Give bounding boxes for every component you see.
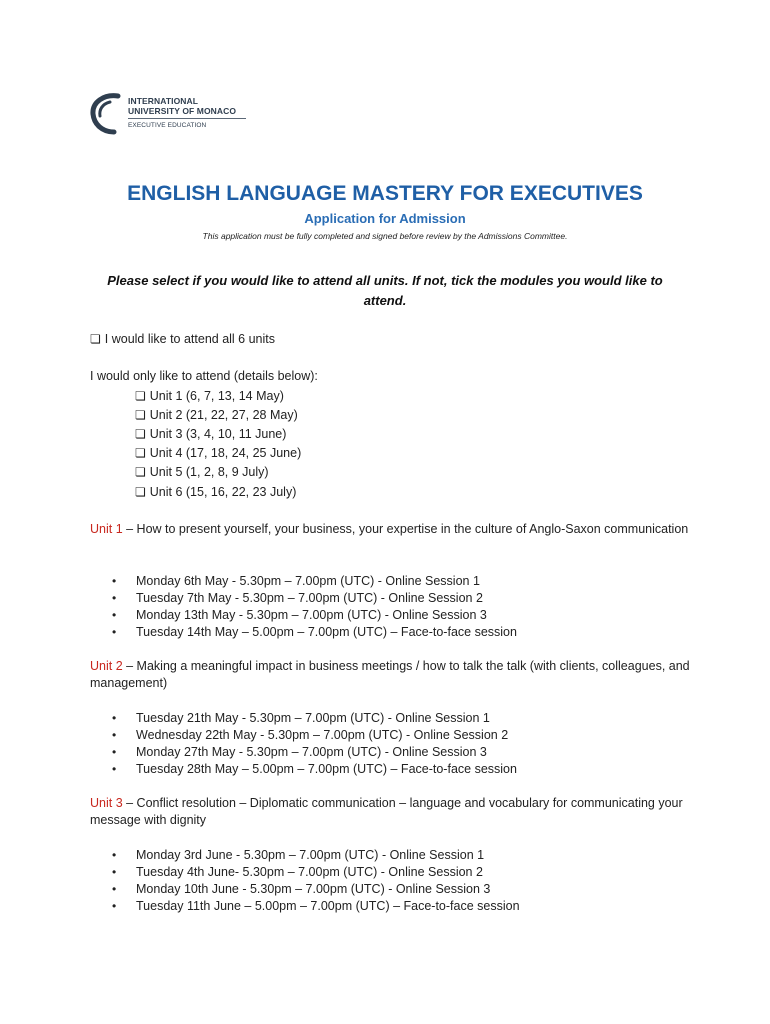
- list-item: • Tuesday 14th May – 5.00pm – 7.00pm (UTC) – Face-to-face session: [112, 624, 517, 641]
- unit-desc: – Making a meaningful impact in business meetings / how to talk the talk (with clients, colleagues, and management): [90, 659, 690, 690]
- unit-desc: – Conflict resolution – Diplomatic communication – language and vocabulary for communicating your message with dignity: [90, 796, 683, 827]
- unit-option[interactable]: [135, 485, 296, 499]
- list-item: • Wednesday 22th May - 5.30pm – 7.00pm (UTC) - Online Session 2: [112, 727, 517, 744]
- list-item: • Monday 27th May - 5.30pm – 7.00pm (UTC) - Online Session 3: [112, 744, 517, 761]
- unit-option-label: Unit 3 (3, 4, 10, 11 June): [149, 427, 287, 441]
- session-list: [112, 847, 520, 915]
- unit-description: [90, 521, 690, 538]
- attend-all-label: I would like to attend all 6 units: [104, 332, 276, 346]
- university-logo: [88, 90, 258, 140]
- unit-option-label: Unit 4 (17, 18, 24, 25 June): [149, 446, 302, 460]
- attend-all-option[interactable]: [90, 332, 275, 346]
- session-list: [112, 710, 517, 778]
- unit-label: Unit 1: [90, 522, 123, 536]
- unit-label: Unit 2: [90, 659, 123, 673]
- logo-divider: [128, 118, 246, 119]
- checkbox-icon[interactable]: ❏: [135, 485, 146, 499]
- page-subtitle: Application for Admission: [304, 211, 466, 226]
- list-item: • Tuesday 28th May – 5.00pm – 7.00pm (UTC) – Face-to-face session: [112, 761, 517, 778]
- logo-line-1: INTERNATIONAL: [128, 96, 199, 106]
- unit-description: [90, 658, 690, 692]
- checkbox-icon[interactable]: ❏: [135, 427, 146, 441]
- checkbox-icon[interactable]: ❏: [135, 446, 146, 460]
- unit-description: [90, 795, 690, 829]
- unit-label: Unit 3: [90, 796, 123, 810]
- unit-option-label: Unit 2 (21, 22, 27, 28 May): [149, 408, 298, 422]
- selection-instruction: Please select if you would like to attend all units. If not, tick the modules you would like to attend.: [107, 273, 663, 308]
- checkbox-icon[interactable]: ❏: [135, 465, 146, 479]
- list-item: • Tuesday 7th May - 5.30pm – 7.00pm (UTC) - Online Session 2: [112, 590, 517, 607]
- logo-line-2: UNIVERSITY OF MONACO: [128, 106, 237, 116]
- list-item: • Tuesday 4th June- 5.30pm – 7.00pm (UTC) - Online Session 2: [112, 864, 520, 881]
- list-item: • Monday 3rd June - 5.30pm – 7.00pm (UTC) - Online Session 1: [112, 847, 520, 864]
- unit-option[interactable]: [135, 465, 269, 479]
- list-item: • Monday 6th May - 5.30pm – 7.00pm (UTC) - Online Session 1: [112, 573, 517, 590]
- unit-option-label: Unit 1 (6, 7, 13, 14 May): [149, 389, 284, 403]
- page-title: ENGLISH LANGUAGE MASTERY FOR EXECUTIVES: [127, 182, 643, 205]
- unit-option[interactable]: [135, 408, 298, 422]
- logo-mark-icon: [88, 92, 124, 136]
- logo-line-3: EXECUTIVE EDUCATION: [128, 122, 207, 129]
- attend-only-label: I would only like to attend (details below):: [90, 369, 318, 383]
- list-item: • Tuesday 11th June – 5.00pm – 7.00pm (UTC) – Face-to-face session: [112, 898, 520, 915]
- unit-option[interactable]: [135, 389, 284, 403]
- unit-option-label: Unit 6 (15, 16, 22, 23 July): [149, 485, 297, 499]
- list-item: • Monday 13th May - 5.30pm – 7.00pm (UTC) - Online Session 3: [112, 607, 517, 624]
- unit-option[interactable]: [135, 446, 301, 460]
- checkbox-icon[interactable]: ❏: [135, 389, 146, 403]
- session-list: [112, 573, 517, 641]
- list-item: • Monday 10th June - 5.30pm – 7.00pm (UTC) - Online Session 3: [112, 881, 520, 898]
- checkbox-icon[interactable]: ❏: [90, 332, 101, 346]
- unit-option-label: Unit 5 (1, 2, 8, 9 July): [149, 465, 269, 479]
- admission-note: This application must be fully completed and signed before review by the Admissions Committee.: [202, 231, 568, 241]
- unit-option[interactable]: [135, 427, 286, 441]
- list-item: • Tuesday 21th May - 5.30pm – 7.00pm (UTC) - Online Session 1: [112, 710, 517, 727]
- checkbox-icon[interactable]: ❏: [135, 408, 146, 422]
- unit-desc: – How to present yourself, your business, your expertise in the culture of Anglo-Saxon communication: [122, 522, 689, 536]
